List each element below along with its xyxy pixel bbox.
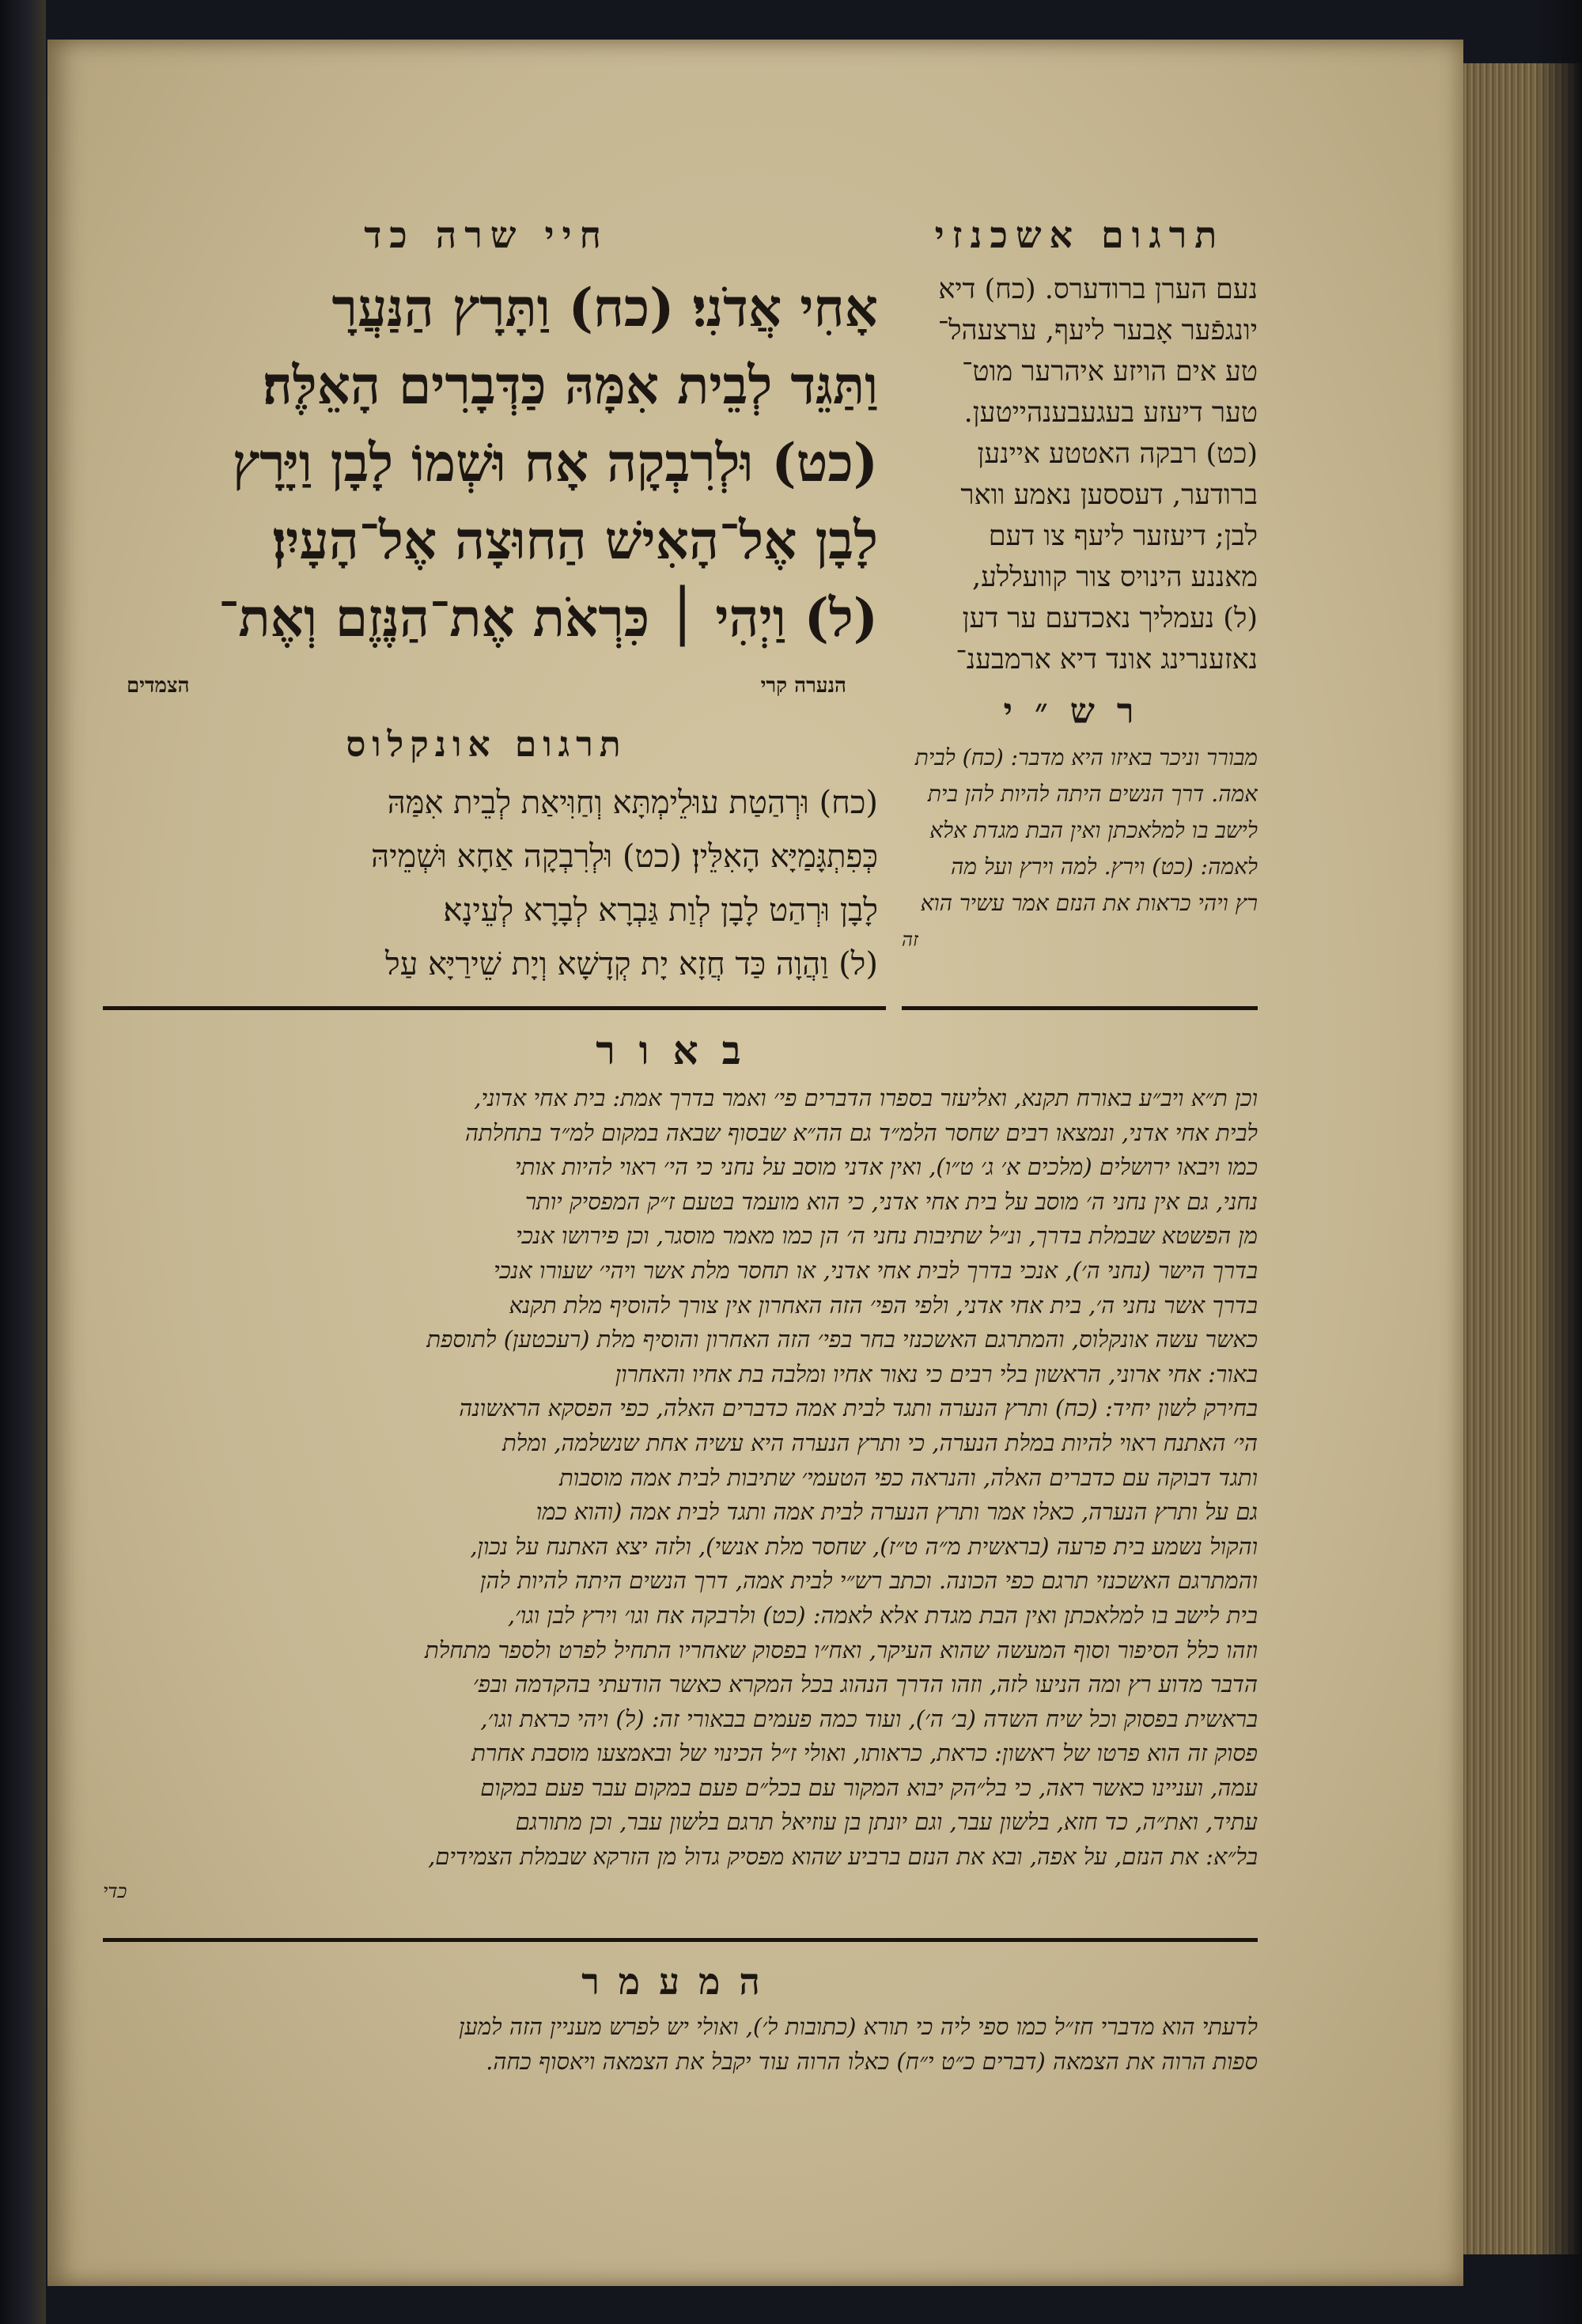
biur-line: וזהו כלל הסיפור וסוף המעשה שהוא העיקר, ואח״ו בפסוק שאחריו התחיל לפרט ולספר מתחלת bbox=[425, 1636, 1258, 1664]
biur-line: מן הפשטא שבמלת בדרך, ונ״ל שתיבות נחני ה׳ הן כמו מאמר מוסגר, וכן פירושו אנכי bbox=[516, 1222, 1258, 1250]
yiddish-line: מאננע הינויס צור קוועללע, bbox=[971, 562, 1258, 593]
biur-line: עמה, ועניינו כאשר ראה, כי בל״הק יבוא המקור עם בכל״ם פעם במקום עבר פעם במקום bbox=[480, 1773, 1258, 1801]
biur-line: בחירק לשון יחיד: (כח) ותרץ הנערה ותגד לבית אמה כדברים האלה, כפי הפסקא הראשונה bbox=[459, 1395, 1258, 1422]
rashi-line: אמה. דרך הנשים היתה להיות להן בית bbox=[927, 781, 1258, 807]
keri-note: הנערה קרי bbox=[760, 674, 846, 698]
onkelos-title: תרגום אונקלוס bbox=[346, 725, 627, 765]
biur-line: וכן ת״א ויב״ע באורח תקנא, ואליעזר בספרו הדברים פי׳ ואמר בדרך אמת: בית אחי אדוני, bbox=[474, 1084, 1258, 1111]
tanakh-line: לָבָן אֶל־הָאִישׁ הַחוּצָה אֶל־הָעָיִן׃ bbox=[272, 509, 878, 571]
rashi-title: רש״י bbox=[1003, 691, 1156, 732]
rashi-line: רץ ויהי כראות את הנזם אמר עשיר הוא bbox=[920, 890, 1258, 916]
maamar-title: המעמר bbox=[581, 1960, 779, 2003]
rashi-line: לאמה: (כט) וירץ. למה וירץ ועל מה bbox=[951, 854, 1258, 880]
yiddish-line: טע אים הויזע איהרער מוט־ bbox=[961, 356, 1258, 388]
yiddish-line: ברודער, דעססען נאמע וואר bbox=[960, 479, 1258, 511]
rashi-catchword: זה bbox=[902, 929, 918, 951]
tanakh-line: וַתַּגֵּד לְבֵית אִמָּהּ כַּדְּבָרִים הָאֵלֶּה׃ bbox=[262, 354, 878, 416]
biur-line: נחני, גם אין נחני ה׳ מוסב על בית אחי אדני, כי הוא מועמד בטעם ז״ק המפסיק יותר bbox=[524, 1187, 1258, 1215]
yiddish-line: נאזענרינג אונד דיא ארמבענ־ bbox=[956, 644, 1258, 676]
top-section bbox=[103, 214, 1258, 1012]
biur-line: באור: אחי ארוני, הראשון בלי רבים כי נאור אחיו ומלבה בת אחיו והאחרון bbox=[615, 1360, 1258, 1387]
biur-line: הי׳ האתנח ראוי להיות במלת הנערה, כי ותרץ הנערה היא עשיה אחת שנשלמה, ומלת bbox=[502, 1429, 1258, 1456]
rashi-text bbox=[902, 740, 1258, 958]
yiddish-line: טער דיעזע בעגעבענהייטען. bbox=[963, 397, 1258, 429]
biur-line: הדבר מדוע רץ ומה הניעו לזה, וזהו הדרך הנהוג בכל המקרא כאשר הודעתי בהקדמה ובפ׳ bbox=[472, 1671, 1258, 1698]
tanakh-line: אָחִי אֲדֹנִי׃ (כח) וַתָּרָץ הַנַּעֲרָ bbox=[331, 277, 878, 339]
maamar-line: לדעתי הוא מדברי חז״ל כמו ספי ליה כי תורא (כתובות ל׳), ואולי יש לפרש מעניין הזה למען bbox=[459, 2013, 1258, 2040]
biur-line: ותגד דבוקה עם כדברים האלה, והנראה כפי הטעמי׳ שתיבות לבית אמה מוסבות bbox=[558, 1463, 1258, 1491]
tanakh-line: (כט) וּלְרִבְקָה אָח וּשְׁמוֹ לָבָן וַיָּרָץ bbox=[232, 432, 878, 494]
biur-line: גם על ותרץ הנערה, כאלו אמר ותרץ הנערה לבית אמה ותגד לבית אמה (והוא כמו bbox=[536, 1498, 1258, 1526]
maamar-line: ספות הרוה את הצמאה (דברים כ״ט י״ח) כאלו הרוה עוד יקבל את הצמאה ויאסוף כחה. bbox=[486, 2048, 1258, 2075]
rashi-line: לישב בו למלאכתן ואין הבת מגדת אלא bbox=[929, 817, 1258, 843]
tanakh-line: (ל) וַיְהִי ׀ כִּרְאֹת אֶת־הַנֶּזֶם וְאֶת־ bbox=[218, 587, 878, 649]
yiddish-line: (ל) נעמליך נאכדעם ער דען bbox=[962, 603, 1258, 634]
book-gutter bbox=[0, 0, 46, 2324]
tanakh-title: חיי שרה כד bbox=[364, 214, 609, 256]
divider-rule bbox=[103, 1006, 886, 1010]
onkelos-line: לָבָן וּרְהַט לָבָן לְוַת גַּבְרָא לְבָרָא לְעֵינָא׃ bbox=[443, 892, 878, 929]
biur-text bbox=[103, 1081, 1258, 1909]
biur-line: בדרך אשר נחני ה׳, בית אחי אדני, ולפי הפי׳ הזה האחרון אין צורך להוסיף מלת תקנא bbox=[509, 1291, 1258, 1319]
biur-catchword: כדי bbox=[103, 1879, 127, 1902]
biur-line: והמתרגם האשכנזי תרגם כפי הכונה. וכתב רש״י לבית אמה, דרך הנשים היתה להיות להן bbox=[480, 1567, 1258, 1595]
yiddish-line: (כט) רבקה האטטע איינען bbox=[977, 438, 1258, 470]
keri-notes bbox=[95, 674, 878, 698]
yiddish-line: נעם הערן ברודערס. (כח) דיא bbox=[938, 274, 1258, 305]
biur-line: בדרך הישר (נחני ה׳), אנכי בדרך לבית אחי אדני, או תחסר מלת אשר ויהי׳ שעורו אנכי bbox=[494, 1256, 1258, 1284]
yiddish-line: לבן; דיעזער ליעף צו דעם bbox=[988, 520, 1258, 552]
biur-line: כאשר עשה אונקלוס, והמתרגם האשכנזי בחר בפי׳ הזה האחרון והוסיף מלת (רעכטען) לתוספת bbox=[426, 1326, 1258, 1353]
onkelos-line: (כח) וּרְהַטַת עוּלֵימְתָּא וְחַוִּיאַת לְבֵית אִמַּהּ bbox=[387, 785, 878, 821]
biur-line: והקול נשמע בית פרעה (בראשית מ״ה ט״ז), שחסר מלת אנשי), ולזה יצא האתנח על נכון, bbox=[470, 1532, 1258, 1560]
tanakh-verses bbox=[95, 269, 878, 657]
biur-section bbox=[103, 1027, 1258, 1928]
rashi-line: מבורר וניכר באיזו היא מדבר: (כח) לבית bbox=[914, 744, 1258, 770]
keri-note: הצמדים bbox=[127, 674, 190, 698]
onkelos-line: (ל) וַהֲוָה כַּד חֲזָא יָת קְדָשָׁא וְיָת שֵׁירַיָּא עַל bbox=[384, 946, 878, 982]
biur-line: לבית אחי אדני, ונמצאו רבים שחסר הלמ״ד גם הה״א שבסוף שבאה במקום למ״ד בתחלתה bbox=[464, 1118, 1258, 1146]
book-page bbox=[47, 40, 1463, 2286]
biur-line: בראשית בפסוק וכל שיח השדה (ב׳ ה׳), ועוד כמה פעמים בבאורי זה: (ל) ויהי כראת וגו׳, bbox=[480, 1705, 1258, 1732]
biur-title: באור bbox=[596, 1027, 765, 1073]
yiddish-text bbox=[902, 269, 1258, 680]
biur-line: בית לישב בו למלאכתן ואין הבת מגדת אלא לאמה: (כט) ולרבקה אח וגו׳ וירץ לבן וגו׳, bbox=[507, 1601, 1258, 1629]
biur-line: פסוק זה הוא פרטו של ראשון: כראת, כראותו, ואולי ז״ל הכינוי של ובאמצעו מוסבת אחרת bbox=[471, 1739, 1258, 1767]
onkelos-line: כְּפִתְגָּמַיָּא הָאִלֵּין׃ (כט) וּלְרִבְקָה אַחָא וּשְׁמֵיהּ bbox=[371, 838, 878, 875]
maamar-text bbox=[103, 2009, 1258, 2079]
yiddish-title: תרגום אשכנזי bbox=[934, 214, 1225, 256]
biur-line: כמו ויבאו ירושלים (מלכים א׳ ג׳ ט״ו), ואין אדני מוסב על נחני כי הי׳ ראוי להיות אותי bbox=[514, 1153, 1258, 1181]
yiddish-line: יונגפֿער אָבער ליעף, ערצעהל־ bbox=[937, 315, 1258, 346]
tanakh-column bbox=[95, 214, 878, 1012]
onkelos-text bbox=[95, 776, 878, 991]
biur-line: בל״א: את הנזם, על אפה, ובא את הנזם ברביע שהוא מפסיק גדול מן הזרקא שבמלת הצמידים, bbox=[428, 1843, 1258, 1871]
yiddish-column bbox=[902, 214, 1258, 951]
biur-line: עתיד, ואת״ה, כד חזא, בלשון עבר, וגם יונתן בן עוזיאל תרגם בלשון עבר, וכן מתורגם bbox=[515, 1808, 1258, 1836]
maamar-section bbox=[103, 1954, 1258, 2112]
divider-rule bbox=[902, 1006, 1258, 1010]
divider-rule bbox=[103, 1938, 1258, 1942]
book-edge-shadow bbox=[1535, 0, 1582, 2324]
